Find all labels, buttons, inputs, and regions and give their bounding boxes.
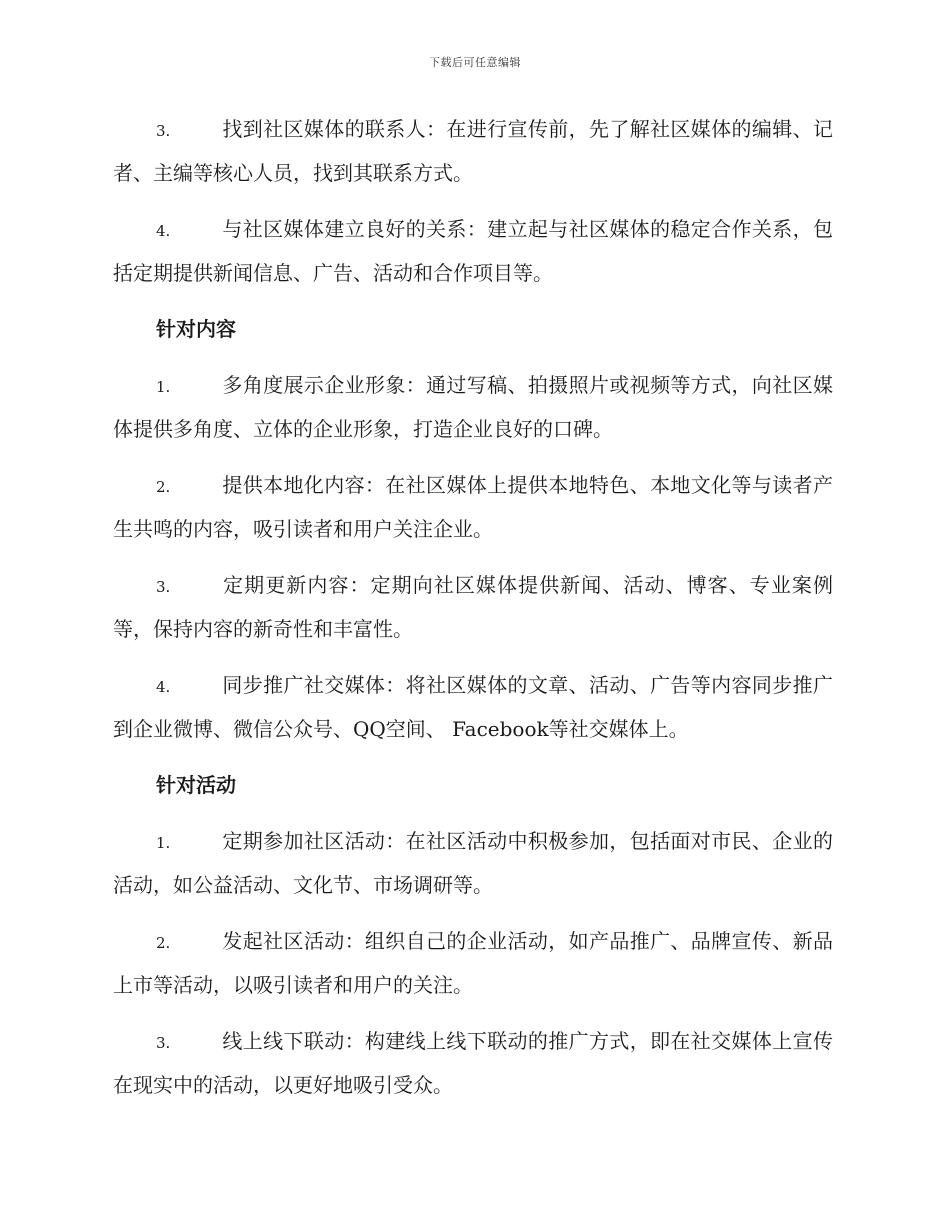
- list-item: [113, 464, 833, 550]
- list-item-text: 发起社区活动：组织自己的企业活动，如产品推广、品牌宣传、新品上市等活动，以吸引读者和用户的关注。: [113, 929, 833, 997]
- list-item-text: 提供本地化内容：在社区媒体上提供本地特色、本地文化等与读者产生共鸣的内容，吸引读者和用户关注企业。: [113, 473, 833, 541]
- list-item-text: 线上线下联动：构建线上线下联动的推广方式，即在社交媒体上宣传在现实中的活动，以更好地吸引受众。: [113, 1029, 833, 1097]
- list-item: [113, 1020, 833, 1106]
- list-item-text: 与社区媒体建立良好的关系：建立起与社区媒体的稳定合作关系，包括定期提供新闻信息、广告、活动和合作项目等。: [113, 217, 833, 285]
- list-item-number: 1.: [156, 378, 171, 396]
- list-item-text: 定期更新内容：定期向社区媒体提供新闻、活动、博客、专业案例等，保持内容的新奇性和丰富性。: [113, 573, 833, 641]
- list-item-text: 多角度展示企业形象：通过写稿、拍摄照片或视频等方式，向社区媒体提供多角度、立体的企业形象，打造企业良好的口碑。: [113, 373, 833, 441]
- page-header-note: 下载后可任意编辑: [429, 56, 521, 69]
- list-item-number: 2.: [156, 934, 171, 952]
- document-body: [113, 108, 833, 1120]
- list-item-number: 1.: [156, 834, 171, 852]
- list-item-text: 定期参加社区活动：在社区活动中积极参加，包括面对市民、企业的活动，如公益活动、文化节、市场调研等。: [113, 829, 833, 897]
- list-item: [113, 820, 833, 906]
- list-item: [113, 664, 833, 750]
- list-item: [113, 208, 833, 294]
- list-item-number: 4.: [156, 222, 171, 240]
- list-item: [113, 108, 833, 194]
- section-heading: 针对活动: [156, 773, 236, 797]
- list-item-text: 找到社区媒体的联系人：在进行宣传前，先了解社区媒体的编辑、记者、主编等核心人员，找到其联系方式。: [113, 117, 833, 185]
- list-item-number: 3.: [156, 578, 171, 596]
- list-item-number: 3.: [156, 122, 171, 140]
- list-item-number: 4.: [156, 678, 171, 696]
- list-item-number: 2.: [156, 478, 171, 496]
- list-item-number: 3.: [156, 1034, 171, 1052]
- list-item: [113, 564, 833, 650]
- section-heading: 针对内容: [156, 317, 236, 341]
- list-item: [113, 364, 833, 450]
- list-item-text: 同步推广社交媒体：将社区媒体的文章、活动、广告等内容同步推广到企业微博、微信公众号、QQ空间、 Facebook等社交媒体上。: [113, 673, 833, 741]
- list-item: [113, 920, 833, 1006]
